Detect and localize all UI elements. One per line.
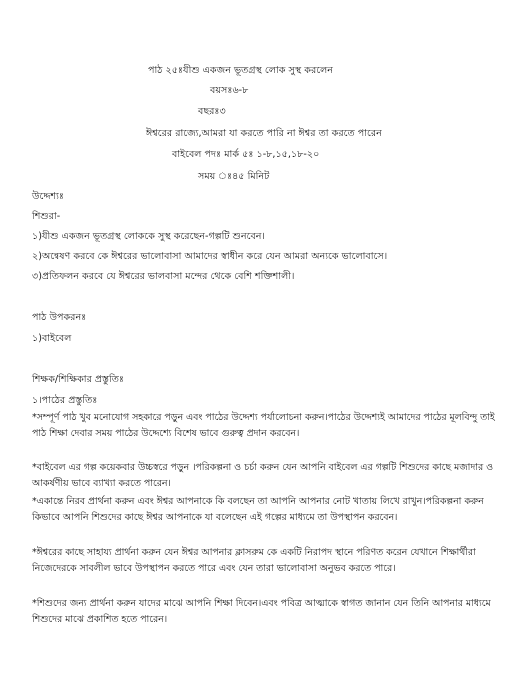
preparation-paragraph: *একান্তে নিরব প্রার্থনা করুন এবং ঈশ্বর আপনাকে কি বলছেন তা আপনি আপনার নোট খাতায় লিখে রাখুন।পরিকল্পনা করুন কিভাবে আপনি শিশুদের কাছে ঈশ্বর আপনাকে যা বলেছেন এই গল্পের মাধ্যমে তা উপস্থাপন করবেন।: [32, 496, 484, 523]
lesson-theme: ঈশ্বরের রাজ্যে,আমরা যা করতে পারি না ঈশ্বর তা করতে পারেন: [146, 128, 382, 139]
preparation-heading: শিক্ষক/শিক্ষিকার প্রস্তুতিঃ: [32, 374, 125, 385]
preparation-paragraph: *ঈশ্বরের কাছে সাহায্য প্রার্থনা করুন যেন ঈশ্বর আপনার ক্লাসরুম কে একটি নিরাপদ স্থানে পরিণত করেন যেখানে শিক্ষার্থীরা নিজেদেরকে সাবলীল ভাবে উপস্থাপন করতে পারে এবং যেন তারা ভালোবাসা অনুভব করতে পারে।: [32, 547, 476, 574]
preparation-paragraph: *শিশুদের জন্য প্রার্থনা করুন যাদের মাঝে আপনি শিক্ষা দিবেন।এবং পবিত্র আত্মাকে স্বাগত জানান যেন তিনি আপনার মাধ্যমে শিশুদের মাঝে প্রকাশিত হতে পারেন।: [32, 598, 491, 625]
objective-item: ২)অন্বেষণ করবে কে ঈশ্বরের ভালোবাসা আমাদের স্বাধীন করে যেন আমরা অন্যকে ভালোবাসে।: [32, 251, 388, 262]
curriculum-year: বছরঃ৩: [198, 106, 226, 117]
objective-item: ৩)প্রতিফলন করবে যে ঈশ্বরের ভালবাসা মন্দের থেকে বেশি শক্তিশালী।: [32, 271, 295, 282]
lesson-title: পাঠ ২৫ঃযীশু একজন ভূতগ্রস্থ লোক সুস্থ করলেন: [148, 65, 333, 76]
preparation-subheading: ১।পাঠের প্রস্তুতিঃ: [32, 395, 98, 406]
age-range: বয়সঃ৬-৮: [210, 85, 249, 96]
material-item: ১)বাইবেল: [32, 333, 72, 344]
preparation-paragraph: *সম্পূর্ণ পাঠ খুব মনোযোগ সহকারে পড়ুন এবং পাঠের উদ্দেশ্য পর্যালোচনা করুন।পাঠের উদ্দেশ্যই আমাদের পাঠের মূলবিন্দু তাই পাঠ শিক্ষা দেবার সময় পাঠের উদ্দেশ্যে বিশেষ ভাবে গুরুত্ব প্রদান করবেন।: [32, 412, 495, 439]
lesson-duration: সময় ঃ৪৫ মিনিট: [198, 171, 270, 182]
objectives-heading: উদ্দেশ্যঃ: [32, 191, 65, 202]
bible-passage: বাইবেল পদঃ মার্ক ৫ঃ ১-৮,১৫,১৮-২০: [172, 149, 320, 160]
objectives-intro: শিশুরা-: [32, 211, 61, 222]
preparation-paragraph: *বাইবেল এর গল্প কয়েকবার উচ্চস্বরে পড়ুন ।পরিকল্পনা ও চর্চা করুন যেন আপনি বাইবেল এর গল্পটি শিশুদের কাছে মজাদার ও আকর্ষণীয় ভাবে ব্যাখ্যা করতে পারেন।: [32, 462, 494, 489]
materials-heading: পাঠ উপকরনঃ: [32, 312, 87, 323]
objective-item: ১)যীশু একজন ভূতগ্রস্থ লোককে সুস্থ করেছেন-গল্পটি শুনবেন।: [32, 231, 265, 242]
